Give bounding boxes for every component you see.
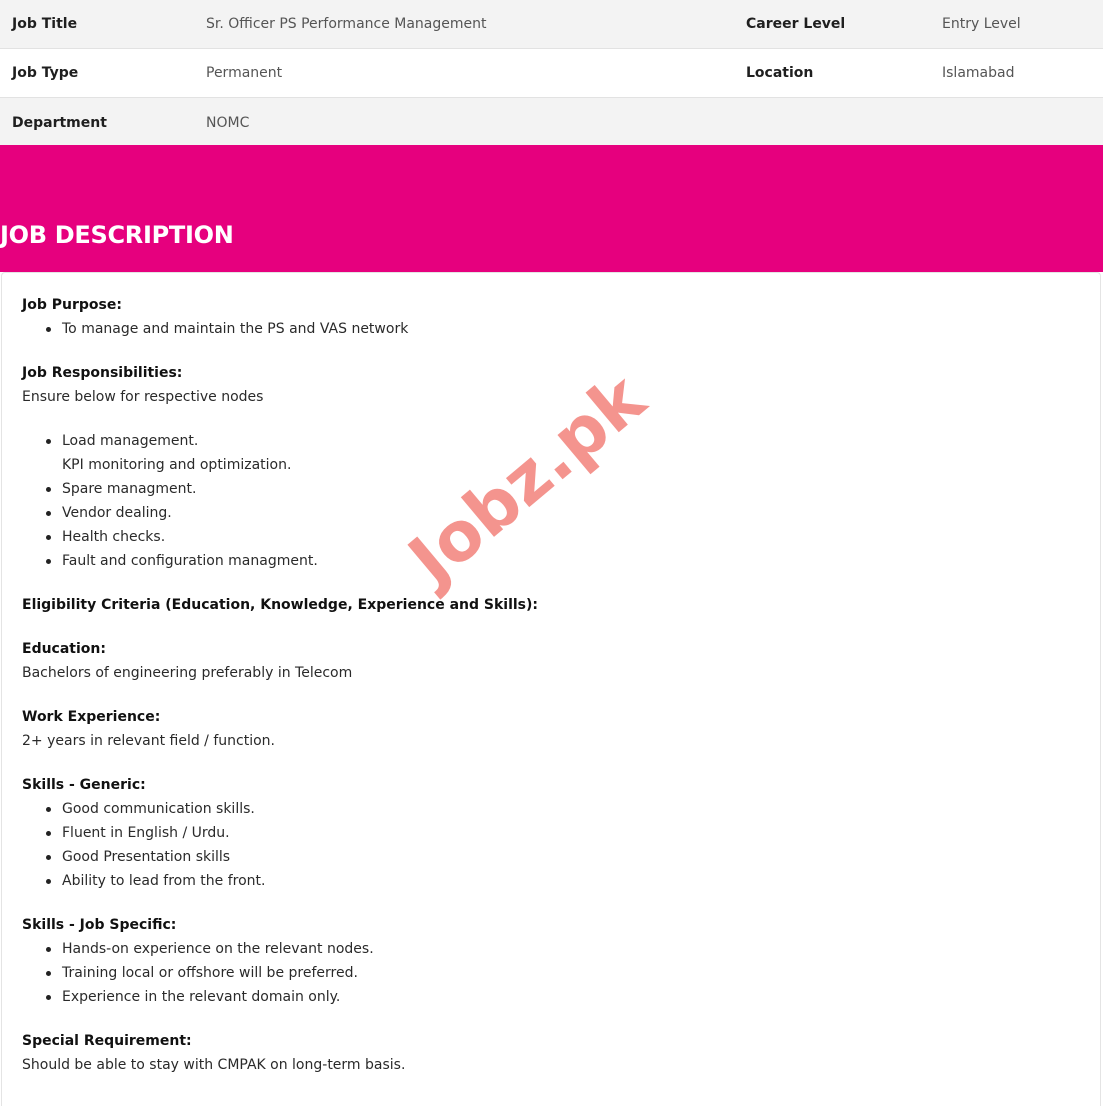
bullet-icon xyxy=(46,511,51,516)
work-experience-heading: Work Experience: xyxy=(22,709,161,725)
responsibilities-intro: Ensure below for respective nodes xyxy=(22,389,264,405)
special-requirement-heading: Special Requirement: xyxy=(22,1033,192,1049)
list-item: Spare managment. xyxy=(62,477,196,501)
list-item: Health checks. xyxy=(62,525,165,549)
bullet-icon xyxy=(46,879,51,884)
list-item: Ability to lead from the front. xyxy=(62,869,266,893)
info-row-job-type xyxy=(0,49,1103,98)
department-label: Department xyxy=(12,114,107,131)
job-type-label: Job Type xyxy=(12,65,79,81)
bullet-icon xyxy=(46,327,51,332)
eligibility-heading: Eligibility Criteria (Education, Knowledge, Experience and Skills): xyxy=(22,597,539,613)
list-item: Fluent in English / Urdu. xyxy=(62,821,230,845)
bullet-icon xyxy=(46,559,51,564)
job-title-label: Job Title xyxy=(12,16,78,32)
special-requirement-text: Should be able to stay with CMPAK on long-term basis. xyxy=(22,1057,406,1073)
list-item: Vendor dealing. xyxy=(62,501,172,525)
bullet-icon xyxy=(46,995,51,1000)
job-info-table xyxy=(0,0,1103,147)
list-item: Good Presentation skills xyxy=(62,845,230,869)
responsibilities-heading: Job Responsibilities: xyxy=(22,365,183,381)
job-purpose-heading: Job Purpose: xyxy=(22,297,122,313)
job-description-banner xyxy=(0,145,1103,272)
bullet-icon xyxy=(46,535,51,540)
bullet-icon xyxy=(46,487,51,492)
career-level-label: Career Level xyxy=(746,16,846,32)
education-text: Bachelors of engineering preferably in Telecom xyxy=(22,665,353,681)
list-item: Hands-on experience on the relevant nodes. xyxy=(62,937,374,961)
list-item: KPI monitoring and optimization. xyxy=(62,457,292,473)
list-item: Training local or offshore will be preferred. xyxy=(62,961,358,985)
bullet-icon xyxy=(46,807,51,812)
education-heading: Education: xyxy=(22,641,106,657)
bullet-icon xyxy=(46,439,51,444)
location-label: Location xyxy=(746,65,814,81)
list-item: Fault and configuration managment. xyxy=(62,549,318,573)
info-row-department xyxy=(0,98,1103,147)
bullet-icon xyxy=(46,971,51,976)
watermark-logo: Jobz.pk xyxy=(394,359,660,600)
list-item: Experience in the relevant domain only. xyxy=(62,985,340,1009)
job-description-card xyxy=(1,272,1101,1106)
skills-specific-heading: Skills - Job Specific: xyxy=(22,917,177,933)
location-value: Islamabad xyxy=(942,65,1015,81)
list-item: Good communication skills. xyxy=(62,797,255,821)
job-type-value: Permanent xyxy=(206,65,283,81)
department-value: NOMC xyxy=(206,114,250,131)
career-level-value: Entry Level xyxy=(942,16,1021,32)
list-item: To manage and maintain the PS and VAS network xyxy=(62,317,408,341)
bullet-icon xyxy=(46,831,51,836)
list-item: Load management. xyxy=(62,429,198,453)
bullet-icon xyxy=(46,855,51,860)
work-experience-text: 2+ years in relevant field / function. xyxy=(22,733,275,749)
skills-generic-heading: Skills - Generic: xyxy=(22,777,146,793)
banner-title: JOB DESCRIPTION xyxy=(0,221,234,249)
job-title-value: Sr. Officer PS Performance Management xyxy=(206,16,487,32)
bullet-icon xyxy=(46,947,51,952)
info-row-job-title xyxy=(0,0,1103,49)
